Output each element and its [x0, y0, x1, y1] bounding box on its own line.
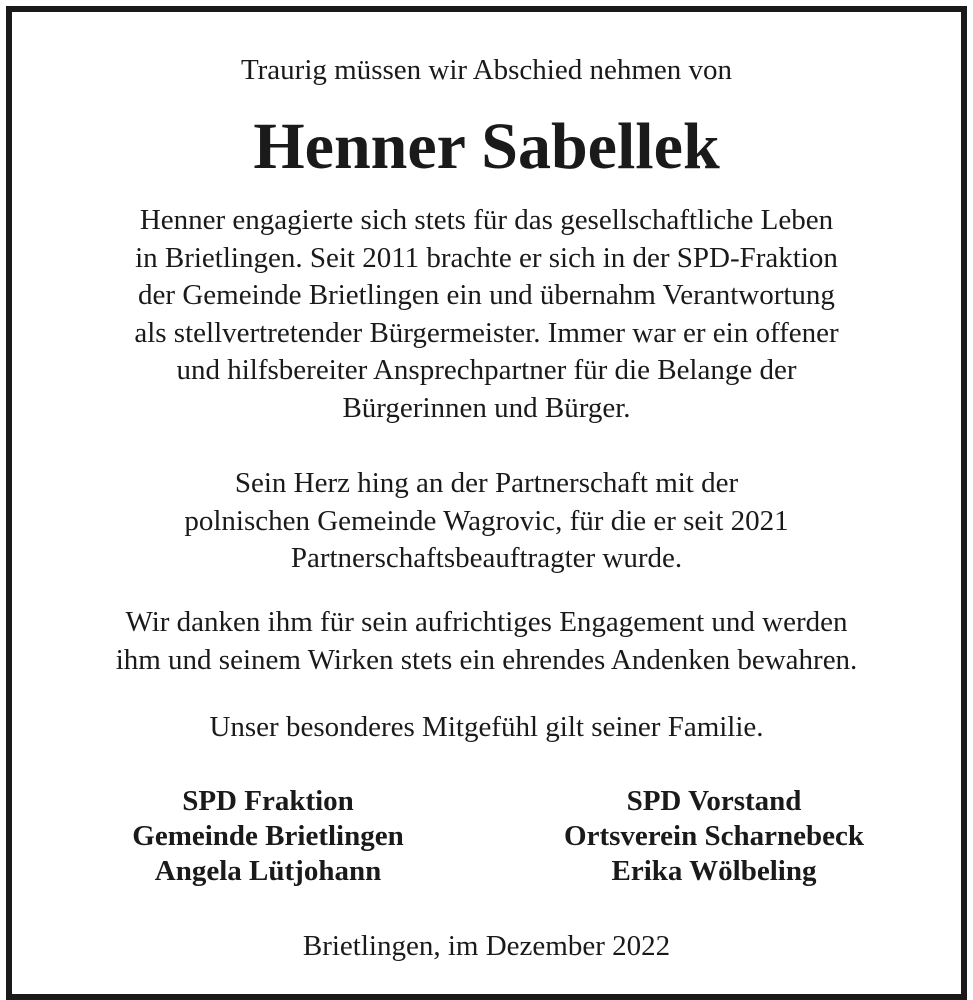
paragraph-line: Unser besonderes Mitgefühl gilt seiner Familie. [209, 711, 764, 743]
paragraph-partnership [12, 465, 961, 578]
paragraph-condolence [12, 709, 961, 747]
signature-line: Ortsverein Scharnebeck [564, 820, 864, 852]
signature-line: SPD Fraktion [182, 785, 354, 817]
paragraph-thanks [12, 604, 961, 679]
paragraph-line: polnischen Gemeinde Wagrovic, für die er seit 2021 [184, 504, 789, 537]
paragraph-line: Bürgerinnen und Bürger. [342, 391, 631, 424]
paragraph-line: Sein Herz hing an der Partnerschaft mit der [234, 467, 739, 499]
paragraph-line: Partnerschaftsbeauftragter wurde. [290, 542, 683, 575]
intro-text: Traurig müssen wir Abschied nehmen von [240, 54, 733, 86]
signature-line: Erika Wölbeling [611, 855, 817, 887]
paragraph-line: Wir danken ihm für sein aufrichtiges Engagement und werden [125, 606, 848, 638]
signature-block-right [504, 784, 924, 889]
signature-line: SPD Vorstand [626, 785, 802, 817]
signature-block-left [58, 784, 478, 889]
paragraph-line: ihm und seinem Wirken stets ein ehrendes Andenken bewahren. [115, 643, 858, 676]
paragraph-line: Henner engagierte sich stets für das gesellschaftliche Leben [139, 204, 834, 236]
paragraph-line: der Gemeinde Brietlingen ein und übernahm Verantwortung [138, 279, 835, 312]
paragraph-line: in Brietlingen. Seit 2011 brachte er sich in der SPD-Fraktion [135, 241, 838, 274]
paragraph-engagement [12, 202, 961, 428]
signature-line: Gemeinde Brietlingen [132, 820, 404, 852]
obituary-notice [6, 6, 967, 1000]
signature-line: Angela Lütjohann [154, 855, 382, 887]
deceased-name: Henner Sabellek [253, 110, 720, 183]
paragraph-line: als stellvertretender Bürgermeister. Immer war er ein offener [134, 316, 839, 349]
place-date: Brietlingen, im Dezember 2022 [302, 930, 671, 962]
paragraph-line: und hilfsbereiter Ansprechpartner für die Belange der [176, 354, 797, 387]
